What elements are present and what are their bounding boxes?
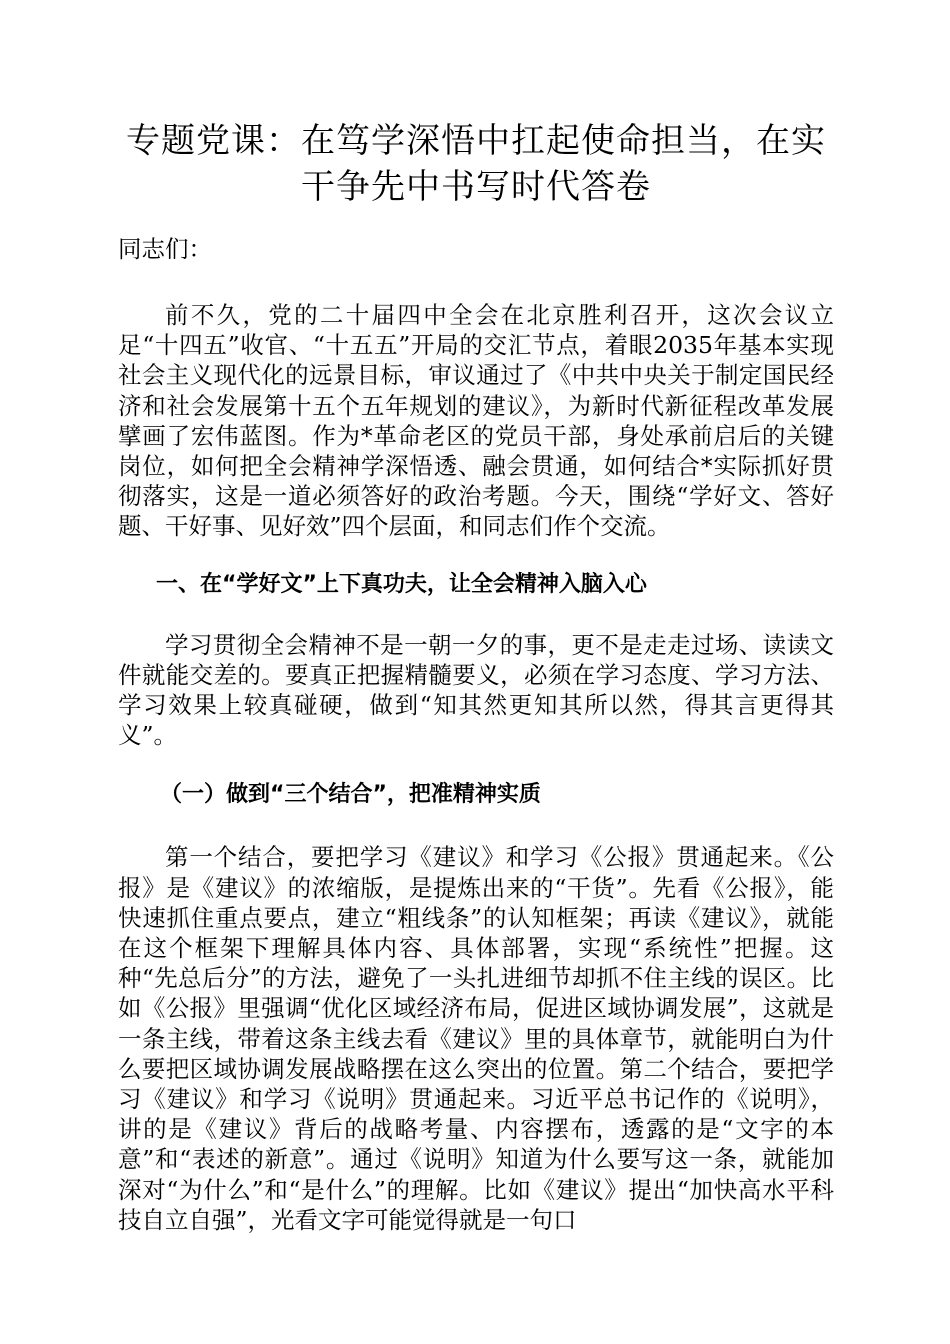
document-title <box>118 118 834 210</box>
document-page <box>118 118 834 1235</box>
body-paragraph-2: 学习贯彻全会精神不是一朝一夕的事，更不是走走过场、读读文件就能交差的。要真正把握精髓要义，必须在学习态度、学习方法、学习效果上较真碰硬，做到“知其然更知其所以然，得其言更得其义”。 <box>118 630 834 750</box>
body-paragraph-1: 前不久，党的二十届四中全会在北京胜利召开，这次会议立足“十四五”收官、“十五五”开局的交汇节点，着眼2035年基本实现社会主义现代化的远景目标，审议通过了《中共中央关于制定国民经济和社会发展第十五个五年规划的建议》，为新时代新征程改革发展擘画了宏伟蓝图。作为*革命老区的党员干部，身处承前启后的关键岗位，如何把全会精神学深悟透、融会贯通，如何结合*实际抓好贯彻落实，这是一道必须答好的政治考题。今天，围绕“学好文、答好题、干好事、见好效”四个层面，和同志们作个交流。 <box>118 301 834 541</box>
section-heading-1: 一、在“学好文”上下真功夫，让全会精神入脑入心 <box>156 571 647 597</box>
subsection-heading-1: （一）做到“三个结合”，把准精神实质 <box>160 782 541 808</box>
title-line-2: 干争先中书写时代答卷 <box>301 167 651 207</box>
body-paragraph-3: 第一个结合，要把学习《建议》和学习《公报》贯通起来。《公报》是《建议》的浓缩版，是提炼出来的“干货”。先看《公报》，能快速抓住重点要点，建立“粗线条”的认知框架；再读《建议》，就能在这个框架下理解具体内容、具体部署，实现“系统性”把握。这种“先总后分”的方法，避免了一头扎进细节却抓不住主线的误区。比如《公报》里强调“优化区域经济布局，促进区域协调发展”，这就是一条主线，带着这条主线去看《建议》里的具体章节，就能明白为什么要把区域协调发展战略摆在这么突出的位置。第二个结合，要把学习《建议》和学习《说明》贯通起来。习近平总书记作的《说明》，讲的是《建议》背后的战略考量、内容摆布，透露的是“文字的本意”和“表述的新意”。通过《说明》知道为什么要写这一条，就能加深对“为什么”和“是什么”的理解。比如《建议》提出“加快高水平科技自立自强”，光看文字可能觉得就是一句口 <box>118 843 834 1234</box>
title-line-1: 专题党课：在笃学深悟中扛起使命担当，在实 <box>126 121 826 161</box>
salutation: 同志们： <box>118 235 212 263</box>
